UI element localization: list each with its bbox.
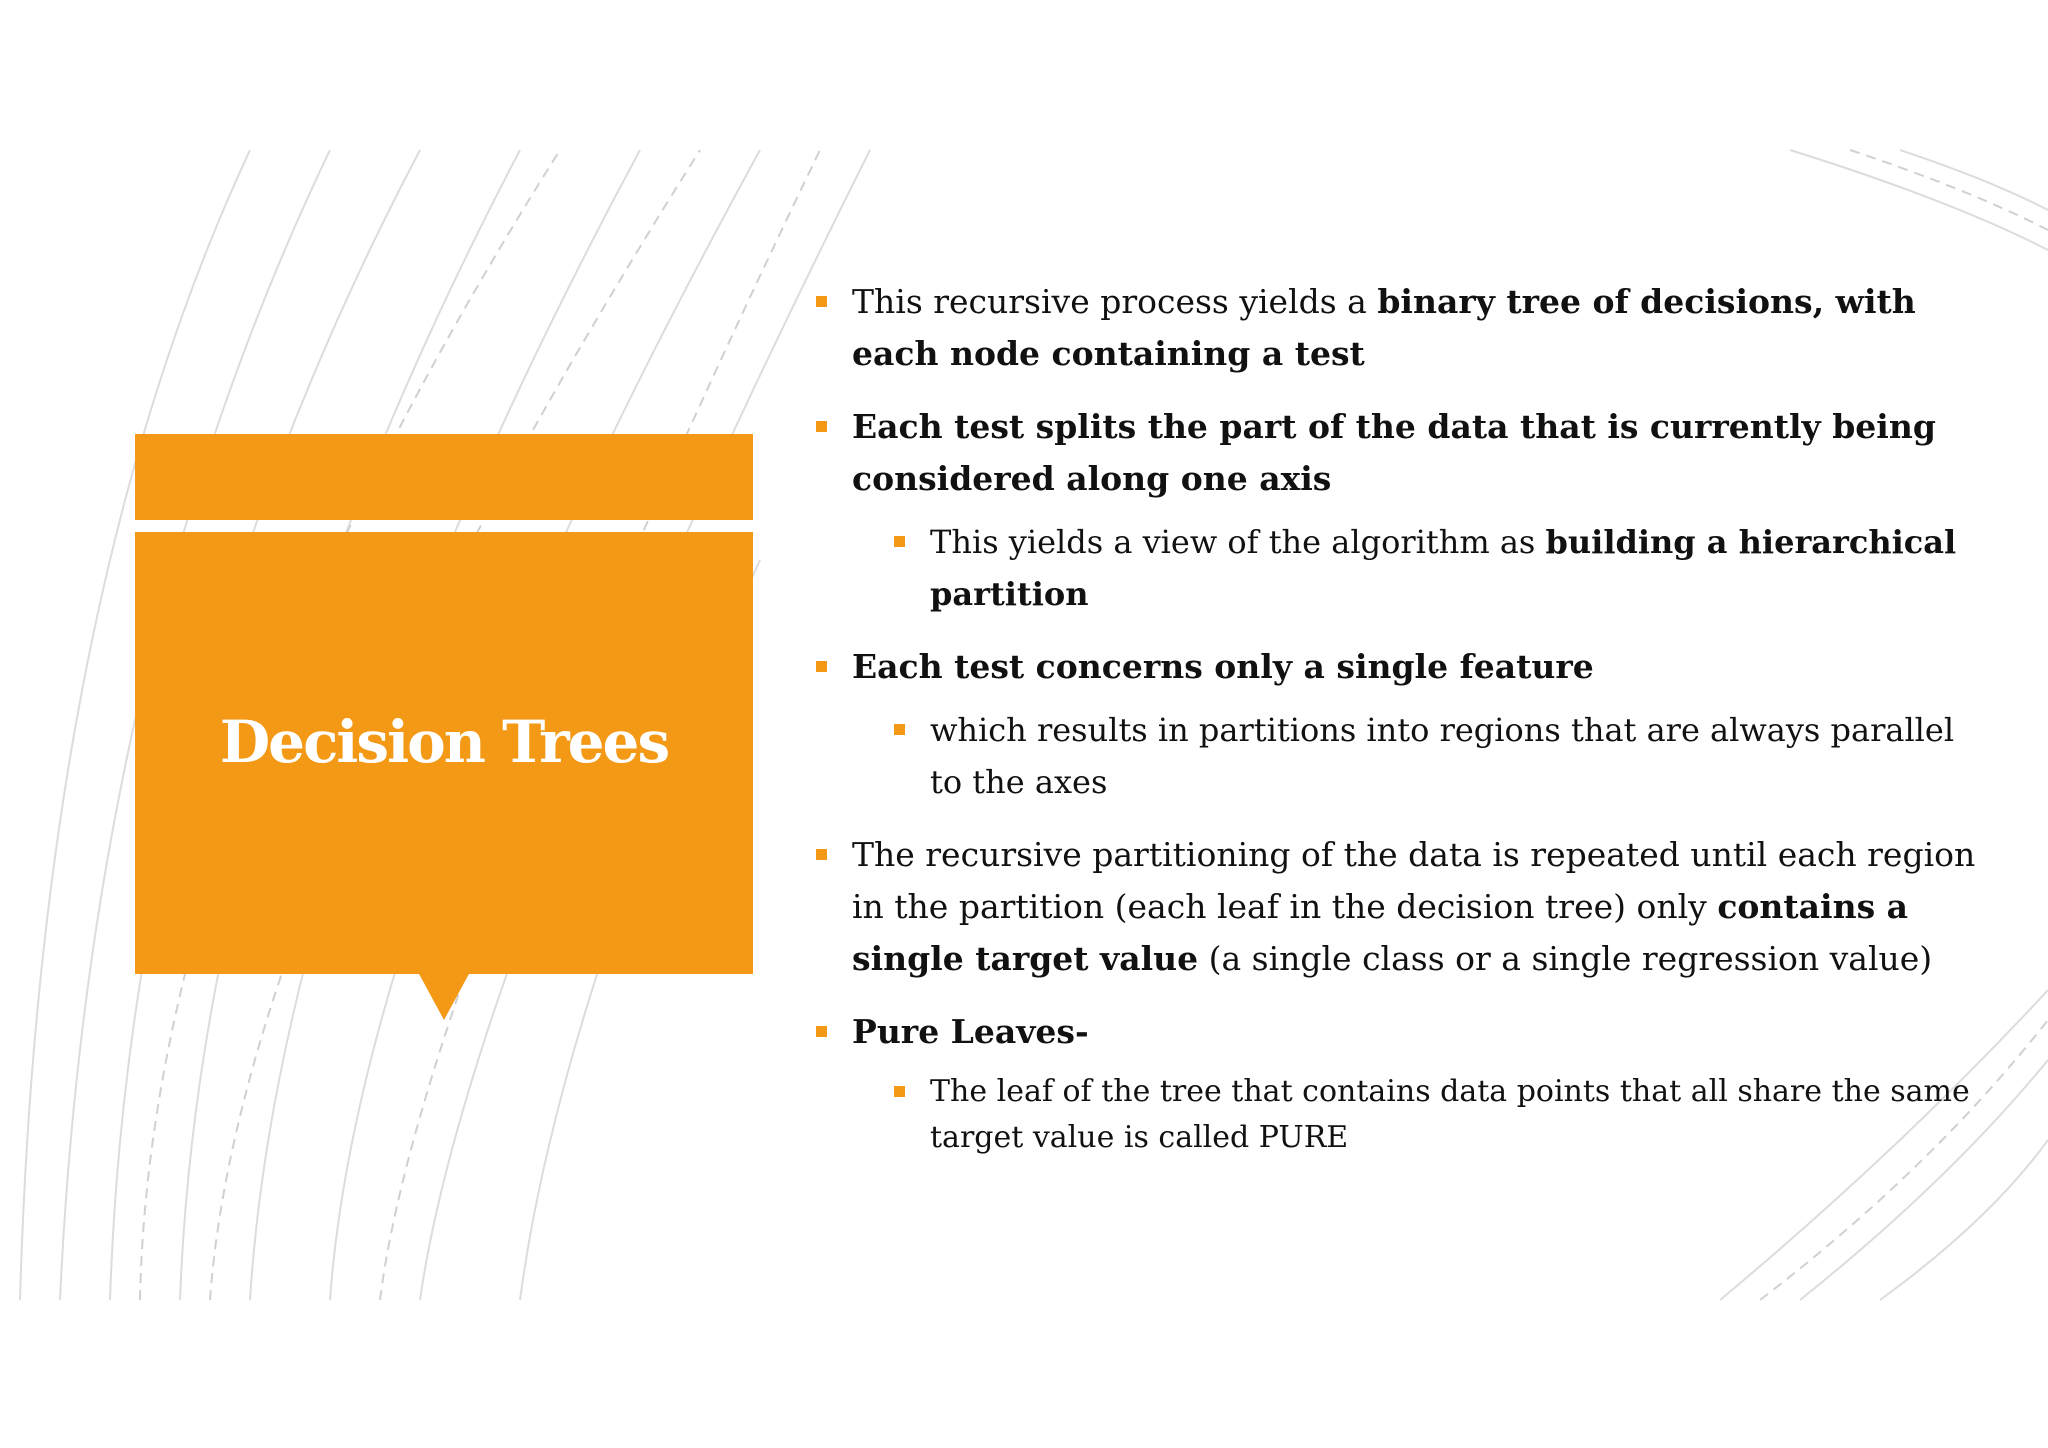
bullet-item xyxy=(810,401,1980,505)
bullet-text-bold: Each test concerns only a single feature xyxy=(852,647,1594,686)
bullet-item xyxy=(810,829,1980,985)
title-box-pointer xyxy=(418,972,470,1020)
sub-bullet-item xyxy=(810,704,1980,808)
square-bullet-icon xyxy=(894,536,905,547)
sub-bullet-item xyxy=(810,516,1980,620)
bullet-text: which results in partitions into regions that are always parallel to the axes xyxy=(930,711,1955,801)
bullet-text: The leaf of the tree that contains data points that all share the same target value is called PURE xyxy=(930,1074,1970,1155)
title-accent-band xyxy=(135,434,753,520)
bullet-text: This yields a view of the algorithm as xyxy=(930,523,1546,561)
bullet-item xyxy=(810,641,1980,693)
sub-bullet-item xyxy=(810,1069,1980,1161)
square-bullet-icon xyxy=(816,421,827,432)
square-bullet-icon xyxy=(816,849,827,860)
bullet-text-bold: building a hierarchical partition xyxy=(930,523,1957,613)
slide-title: Decision Trees xyxy=(219,708,669,776)
bullet-text: This recursive process yields a xyxy=(852,282,1378,321)
square-bullet-icon xyxy=(816,661,827,672)
bullet-text-bold: Each test splits the part of the data that is currently being considered along one axis xyxy=(852,407,1936,498)
bullet-list xyxy=(810,276,1980,1182)
square-bullet-icon xyxy=(894,724,905,735)
bullet-item xyxy=(810,1006,1980,1058)
square-bullet-icon xyxy=(894,1086,905,1097)
square-bullet-icon xyxy=(816,296,827,307)
square-bullet-icon xyxy=(816,1026,827,1037)
bullet-text: The recursive partitioning of the data is repeated until each region in the partition (each leaf in the decision tree) only xyxy=(852,835,1976,926)
bullet-text: (a single class or a single regression value) xyxy=(1198,939,1933,978)
bullet-text-bold: Pure Leaves- xyxy=(852,1012,1089,1051)
bullet-text-bold: contains a single target value xyxy=(852,887,1909,978)
bullet-text-bold: binary tree of decisions, with each node containing a test xyxy=(852,282,1916,373)
bullet-item xyxy=(810,276,1980,380)
